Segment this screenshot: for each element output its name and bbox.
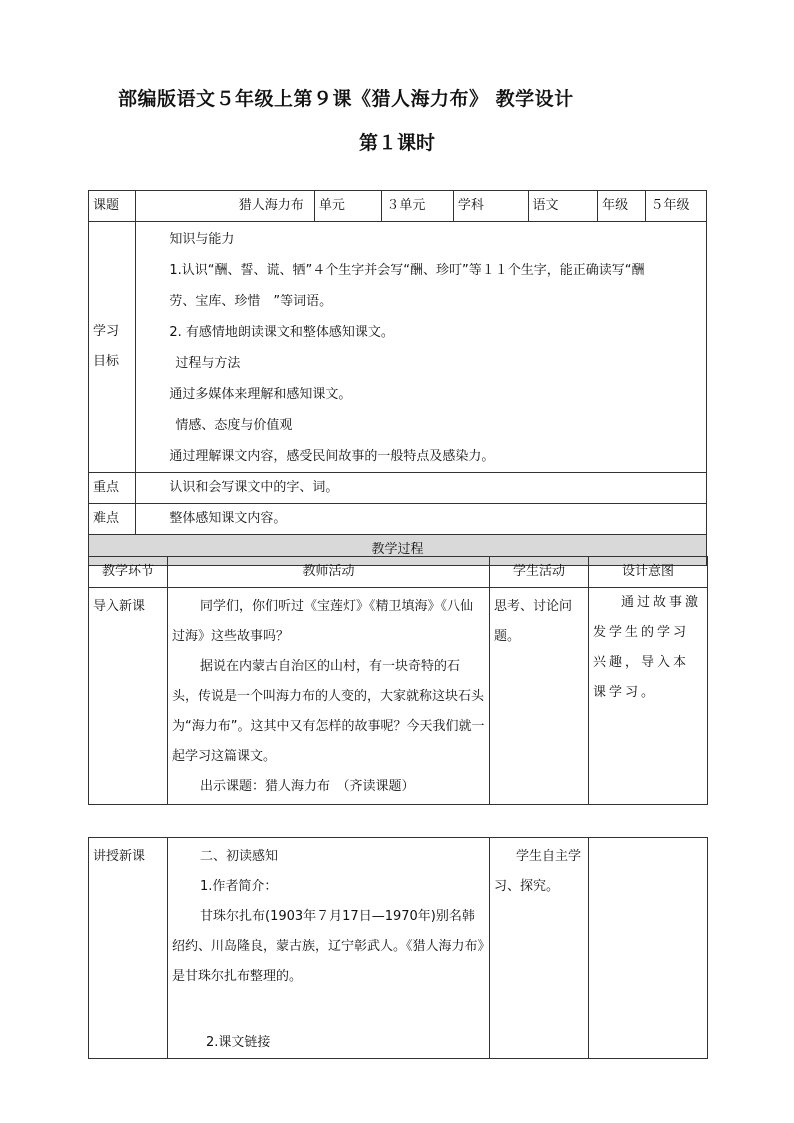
goals-label-line-2: 目标 (93, 354, 120, 369)
difficulty-row (89, 504, 707, 535)
grade-label: 年级 (598, 191, 646, 222)
info-row (89, 191, 707, 222)
column-header-stage: 教学环节 (89, 557, 168, 588)
goals-line: 通过多媒体来理解和感知课文。 (169, 387, 352, 402)
teacher-paragraph: 出示课题：猎人海力布 （齐读课题） (200, 779, 415, 794)
grade-value: ５年级 (646, 191, 707, 222)
goals-line: 过程与方法 (175, 356, 241, 371)
intro-row (89, 588, 708, 805)
topic-value: 猎人海力布 (136, 191, 314, 222)
key-point-row (89, 473, 707, 504)
document-title: 部编版语文５年级上第９课《猎人海力布》 教学设计 (118, 88, 574, 110)
key-point-text: 认识和会写课文中的字、词。 (136, 473, 707, 504)
new-lesson-stage: 讲授新课 (89, 838, 168, 1059)
subject-value: 语文 (528, 191, 598, 222)
goals-line: 劳、宝库、珍惜 ”等词语。 (169, 294, 333, 309)
unit-value: ３单元 (382, 191, 454, 222)
process-table-1 (88, 556, 708, 805)
goals-line: 2. 有感情地朗读课文和整体感知课文。 (169, 325, 394, 340)
difficulty-text: 整体感知课文内容。 (136, 504, 707, 535)
column-header-row (89, 557, 708, 588)
goals-label (89, 222, 136, 473)
teacher-paragraph: 据说在内蒙古自治区的山村，有一块奇特的石头，传说是一个叫海力布的人变的，大家就称这块石头为“海力布”。这其中又有怎样的故事呢？今天我们就一起学习这篇课文。 (172, 659, 485, 764)
teacher-paragraph: 二、初读感知 (200, 849, 279, 864)
column-header-teacher: 教师活动 (168, 557, 490, 588)
intro-teacher-activity (168, 588, 490, 805)
key-point-label: 重点 (89, 473, 136, 504)
goals-line: 知识与能力 (169, 232, 235, 247)
lesson-info-table (88, 190, 707, 566)
teacher-paragraph: 甘珠尔扎布(1903年７月17日—1970年)别名韩绍约、川岛隆良，蒙古族，辽宁彰武人。《猎人海力布》是甘珠尔扎布整理的。 (172, 909, 485, 984)
difficulty-label: 难点 (89, 504, 136, 535)
new-lesson-design-intent (589, 838, 708, 1059)
goals-content (136, 222, 707, 473)
goals-row (89, 222, 707, 473)
process-table-2 (88, 837, 708, 1059)
lesson-subtitle: 第１课时 (358, 132, 435, 154)
column-header-design: 设计意图 (589, 557, 708, 588)
goals-label-line-1: 学习 (93, 324, 120, 339)
teacher-paragraph: 2.课文链接 (206, 1035, 271, 1050)
goals-line: 情感、态度与价值观 (175, 418, 293, 433)
column-header-student: 学生活动 (490, 557, 589, 588)
new-lesson-row (89, 838, 708, 1059)
subject-label: 学科 (453, 191, 528, 222)
new-lesson-teacher-activity (168, 838, 490, 1059)
intro-stage: 导入新课 (89, 588, 168, 805)
topic-label: 课题 (89, 191, 136, 222)
new-lesson-student-activity: 学生自主学习、探究。 (490, 838, 589, 1059)
teacher-paragraph: 同学们，你们听过《宝莲灯》《精卫填海》《八仙过海》这些故事吗？ (172, 599, 474, 644)
process-header: 教学过程 (89, 535, 707, 566)
intro-student-activity: 思考、讨论问题。 (490, 588, 589, 805)
unit-label: 单元 (314, 191, 382, 222)
goals-line: 1.认识“酬、誓、谎、牺”４个生字并会写“酬、珍叮”等１１个生字，能正确读写“酬 (169, 263, 645, 278)
goals-line: 通过理解课文内容，感受民间故事的一般特点及感染力。 (169, 449, 495, 464)
intro-design-intent: 通过故事激发学生的学习兴趣，导入本课学习。 (589, 588, 708, 805)
teacher-paragraph: 1.作者简介： (200, 879, 278, 894)
